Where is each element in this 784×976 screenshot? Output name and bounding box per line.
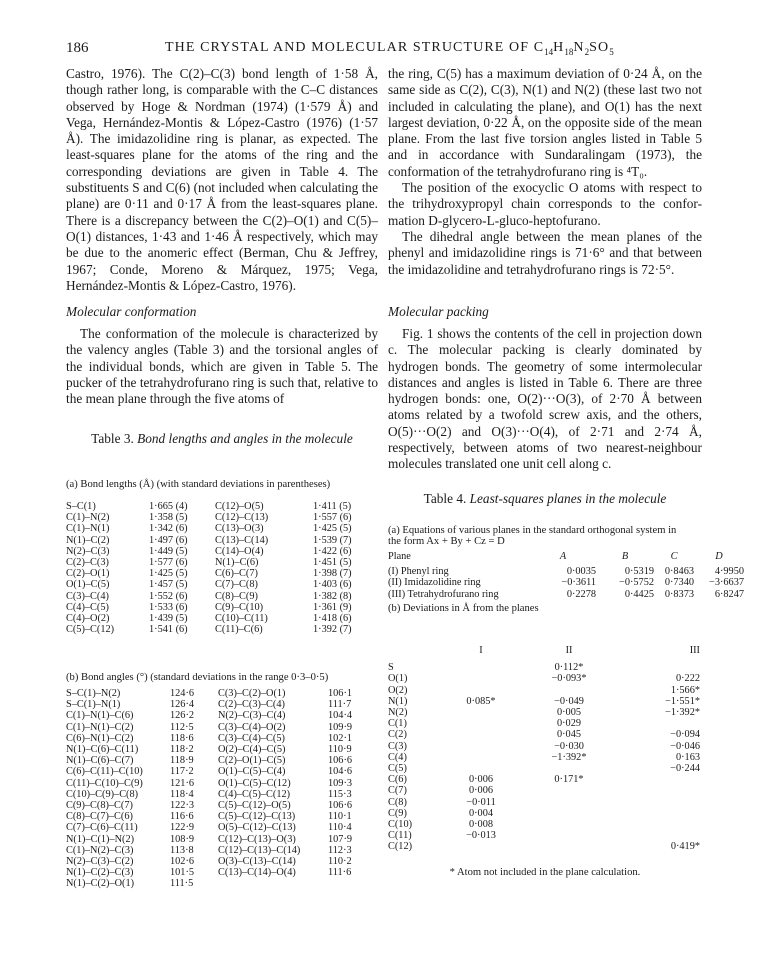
table-row bbox=[66, 856, 358, 867]
table-cell: 0·085* bbox=[466, 695, 496, 707]
table-cell: 0·006 bbox=[468, 774, 494, 786]
table-cell: C(3)–C(4)–O(2) bbox=[218, 721, 286, 733]
table-cell: 1·392 (7) bbox=[313, 624, 352, 636]
table-cell: 0·5319 bbox=[624, 566, 654, 578]
table-cell: 109·3 bbox=[328, 777, 353, 789]
plane-deviations-table bbox=[388, 645, 700, 853]
table-cell: 116·6 bbox=[170, 811, 194, 823]
table-row bbox=[66, 512, 363, 523]
table-cell: N(1)–C(1)–N(2) bbox=[66, 833, 135, 845]
table-cell: 118·2 bbox=[170, 744, 194, 756]
page-number: 186 bbox=[66, 40, 89, 56]
table-row bbox=[66, 523, 363, 534]
plane-equations-table bbox=[388, 551, 744, 600]
table-cell: 0·4425 bbox=[624, 588, 654, 600]
table-row bbox=[66, 602, 363, 613]
table-row bbox=[388, 830, 700, 841]
table-cell: C(11)–C(6) bbox=[215, 624, 263, 636]
table-cell: 1·411 (5) bbox=[313, 501, 352, 512]
table-row bbox=[66, 744, 358, 755]
bond-angles-table bbox=[66, 688, 358, 890]
paragraph: The conformation of the molecule is characterized by the valency angles (Table 3) and the torsional angles of the individual bonds, which are given in Table 5. The pucker of the tetrahydrofurano ring is such that, relative to the mean plane through the five atoms of bbox=[66, 326, 378, 407]
column-header: Plane bbox=[388, 551, 411, 562]
table-cell: −0·013 bbox=[466, 830, 496, 842]
table-cell: 0·006 bbox=[468, 785, 494, 797]
table-cell bbox=[448, 729, 514, 740]
table-cell bbox=[514, 685, 624, 696]
table-cell: C(1)–N(1) bbox=[66, 523, 110, 535]
table-row bbox=[66, 624, 363, 635]
table-cell: N(2)–C(3) bbox=[66, 545, 110, 557]
left-column-paragraph bbox=[66, 66, 378, 294]
table-cell: C(4)–C(5) bbox=[66, 601, 109, 613]
table-cell: C(13)–O(3) bbox=[215, 523, 264, 535]
section-heading-molecular-packing: Molecular packing bbox=[388, 304, 489, 319]
table-cell: 1·566* bbox=[670, 684, 700, 696]
table-cell: 1·533 (6) bbox=[149, 601, 188, 613]
table-row bbox=[66, 800, 358, 811]
table-cell bbox=[514, 830, 624, 841]
table-cell: C(7) bbox=[388, 785, 407, 797]
table-cell: 1·403 (6) bbox=[313, 579, 352, 591]
column-header: II bbox=[565, 645, 573, 656]
paragraph: the ring, C(5) has a maximum deviation of 0·24 Å, on the same side as C(2), C(3), N(1) and N(2) (these last two not included in calculating the plane), and O(1) has the next largest deviation, 0·22 Å, on the opposite side of the mean plane. From the last five torsion angles listed in Table 5 and in accordance with Sundaralingam (1973), the conformation of the tetrahydrofurano ring is ⁴T₀. bbox=[388, 66, 702, 179]
molecular-packing-text bbox=[388, 326, 702, 473]
table-cell: 113·8 bbox=[170, 844, 194, 856]
table-cell: C(2)–O(1) bbox=[66, 568, 110, 580]
table-cell: 102·1 bbox=[328, 732, 353, 744]
table-cell bbox=[624, 718, 700, 729]
table-cell: 1·382 (8) bbox=[313, 590, 352, 602]
table-row bbox=[66, 535, 363, 546]
running-title: THE CRYSTAL AND MOLECULAR STRUCTURE OF $C_{14}H_{18}N_2SO_5$ bbox=[165, 40, 614, 57]
table-cell: −0·093* bbox=[551, 673, 587, 685]
table-row bbox=[388, 774, 700, 785]
table-cell: 109·9 bbox=[328, 721, 353, 733]
table-cell: 124·6 bbox=[170, 688, 195, 699]
table-cell bbox=[624, 797, 700, 808]
table-row bbox=[388, 797, 700, 808]
table-cell: C(6)–C(11)–C(10) bbox=[66, 766, 143, 778]
table-row bbox=[388, 763, 700, 774]
table-row bbox=[66, 811, 358, 822]
table-cell: 1·425 (5) bbox=[149, 568, 188, 580]
table-row bbox=[388, 729, 700, 740]
table-cell: 112·5 bbox=[170, 721, 194, 733]
table-cell: C(10)–C(11) bbox=[215, 613, 268, 625]
table-cell: 0·8463 bbox=[664, 566, 694, 578]
table-cell: S–C(1)–N(1) bbox=[66, 699, 121, 711]
table-cell bbox=[514, 797, 624, 808]
table-cell bbox=[624, 662, 700, 673]
table-cell: 1·342 (6) bbox=[149, 523, 188, 535]
bond-lengths-table bbox=[66, 501, 363, 635]
table-row bbox=[66, 557, 363, 568]
table-cell bbox=[514, 808, 624, 819]
table-row bbox=[66, 834, 358, 845]
table-cell: 0·2278 bbox=[566, 588, 596, 600]
table-cell: 0·419* bbox=[670, 841, 700, 853]
table-cell: N(1)–C(2)–O(1) bbox=[66, 878, 135, 890]
table-cell: 0·171* bbox=[554, 774, 584, 786]
table-cell: O(1) bbox=[388, 673, 408, 685]
table-cell: C(2)–C(3)–C(4) bbox=[218, 699, 285, 711]
table-row bbox=[66, 845, 358, 856]
table-cell: C(12)–C(13)–O(3) bbox=[218, 833, 296, 845]
table-row bbox=[66, 688, 358, 699]
table-cell: 108·9 bbox=[170, 833, 195, 845]
table-cell: C(13)–C(14)–O(4) bbox=[218, 867, 296, 879]
table-cell: 110·9 bbox=[328, 744, 352, 756]
table-cell: −0·046 bbox=[670, 740, 700, 752]
table-row bbox=[388, 566, 744, 577]
table-cell: 110·1 bbox=[328, 811, 352, 823]
table-cell: 118·9 bbox=[170, 755, 194, 767]
table-cell: 0·7340 bbox=[664, 577, 694, 589]
table-row bbox=[66, 710, 358, 721]
table-cell: 0·222 bbox=[675, 673, 700, 685]
table-cell: C(1)–N(1)–C(6) bbox=[66, 710, 134, 722]
section-heading-molecular-conformation: Molecular conformation bbox=[66, 304, 197, 319]
table-4a-caption: (a) Equations of various planes in the standard orthogonal system in the form Ax + By + Cz = D bbox=[388, 525, 677, 547]
table-cell: 1·398 (7) bbox=[313, 568, 352, 580]
right-column-paragraphs bbox=[388, 66, 702, 278]
table-cell bbox=[328, 878, 358, 889]
table-cell: C(3)–C(4) bbox=[66, 590, 109, 602]
table-row bbox=[388, 752, 700, 763]
table-cell bbox=[514, 841, 624, 852]
table-cell: N(2) bbox=[388, 707, 408, 719]
table-cell bbox=[448, 741, 514, 752]
table-row bbox=[66, 766, 358, 777]
table-cell bbox=[448, 662, 514, 673]
table-cell bbox=[448, 718, 514, 729]
table-cell: C(7)–C(8) bbox=[215, 579, 258, 591]
table-cell: −1·392* bbox=[665, 707, 700, 719]
table-cell: C(5)–C(12)–O(5) bbox=[218, 800, 291, 812]
table-row bbox=[388, 785, 700, 796]
table-cell: 110·2 bbox=[328, 856, 352, 868]
table-cell: C(6)–C(7) bbox=[215, 568, 258, 580]
table-cell: 118·4 bbox=[170, 788, 194, 800]
table-cell: 0·163 bbox=[675, 751, 700, 763]
table-cell bbox=[514, 785, 624, 796]
table-cell: C(5)–C(12)–C(13) bbox=[218, 811, 296, 823]
table-cell: C(3)–C(4)–C(5) bbox=[218, 732, 285, 744]
table-cell: 1·418 (6) bbox=[313, 613, 352, 625]
paragraph: The position of the exocyclic O atoms with respect to the trihydroxypropyl chain corresponds to the confor-mation D-glycero-L-gluco-heptofurano. bbox=[388, 180, 702, 228]
table-cell bbox=[624, 808, 700, 819]
table-cell: C(1)–N(2) bbox=[66, 512, 110, 524]
table-row bbox=[66, 778, 358, 789]
table-cell: C(9)–C(8)–C(7) bbox=[66, 800, 133, 812]
table-cell: −3·6637 bbox=[709, 577, 744, 589]
table-cell: 104·6 bbox=[328, 766, 353, 778]
table-cell: 4·9950 bbox=[714, 566, 744, 578]
table-3b-caption: (b) Bond angles (°) (standard deviations in the range 0·3–0·5) bbox=[66, 672, 329, 683]
table-row bbox=[66, 789, 358, 800]
table-cell: C(11) bbox=[388, 830, 412, 842]
table-header-row bbox=[388, 645, 700, 662]
table-cell: N(1)–C(2) bbox=[66, 534, 110, 546]
table-row bbox=[388, 741, 700, 752]
table-cell: −1·551* bbox=[665, 695, 700, 707]
table-cell: 6·8247 bbox=[714, 588, 744, 600]
table-row bbox=[388, 662, 700, 673]
table-cell: 106·1 bbox=[328, 688, 353, 699]
table-cell: 101·5 bbox=[170, 867, 195, 879]
table-cell: C(3)–C(2)–O(1) bbox=[218, 688, 286, 699]
table-cell: S–C(1)–N(2) bbox=[66, 688, 121, 699]
table-cell: C(8)–C(7)–C(6) bbox=[66, 811, 133, 823]
table-cell: −0·049 bbox=[554, 695, 584, 707]
table-cell: −0·011 bbox=[466, 796, 496, 808]
table-cell: C(6) bbox=[388, 774, 407, 786]
table-cell: 1·539 (7) bbox=[313, 534, 352, 546]
table-cell: C(5) bbox=[388, 763, 407, 775]
table-cell: 112·3 bbox=[328, 844, 352, 856]
paragraph: Castro, 1976). The C(2)–C(3) bond length of 1·58 Å, though rather long, is comparable with the C–C distances observed by Hoge & Nordman (1974) (1·579 Å) and Vega, Hernández-Montis & López-Castro (1976) (1·57 Å). The imidazolidine ring is planar, as expected. The least-squares plane for the atoms of the ring and the corresponding deviations are given in Table 4. The substituents S and C(6) (not included when calculating the plane) are 0·11 and 0·17 Å from the least-squares plane. There is a discrepancy between the C(2)–O(1) and C(5)–O(1) distances, 1·43 and 1·46 Å respectively, which may be due to the anomeric effect (Berman, Chu & Jeffrey, 1967; Conde, Moreno & Márquez, 1975; Vega, Hernández-Montis & López-Castro, 1976). bbox=[66, 66, 378, 293]
table-cell: 0·005 bbox=[556, 707, 582, 719]
table-cell bbox=[448, 752, 514, 763]
table-cell: C(13)–C(14) bbox=[215, 534, 269, 546]
table-cell bbox=[448, 841, 514, 852]
table-cell: N(2)–C(3)–C(4) bbox=[218, 710, 286, 722]
table-row bbox=[388, 589, 744, 600]
table-row bbox=[388, 696, 700, 707]
table-cell: 117·2 bbox=[170, 766, 194, 778]
table-cell bbox=[218, 878, 328, 889]
table-cell: O(1)–C(5)–C(12) bbox=[218, 777, 291, 789]
table-cell: 111·6 bbox=[328, 867, 352, 879]
table-cell: N(2)–C(3)–C(2) bbox=[66, 856, 134, 868]
table-cell: S bbox=[388, 662, 394, 674]
table-row bbox=[388, 841, 700, 852]
table-cell: 1·541 (6) bbox=[149, 624, 188, 636]
table-cell: N(1)–C(2)–C(3) bbox=[66, 867, 134, 879]
table-cell: 1·557 (6) bbox=[313, 512, 352, 524]
table-row bbox=[66, 613, 363, 624]
table-cell: C(3) bbox=[388, 740, 407, 752]
table-cell: 0·112* bbox=[554, 662, 584, 674]
table-row bbox=[66, 867, 358, 878]
table-row bbox=[388, 673, 700, 684]
table-row bbox=[66, 579, 363, 590]
table-cell: C(8)–C(9) bbox=[215, 590, 258, 602]
table-cell: O(2)–C(4)–C(5) bbox=[218, 744, 286, 756]
column-header bbox=[388, 645, 448, 662]
table-cell: 0·8373 bbox=[664, 588, 694, 600]
table-cell bbox=[448, 707, 514, 718]
table-cell: N(1)–C(6)–C(11) bbox=[66, 744, 139, 756]
table-row bbox=[66, 722, 358, 733]
table-cell: 1·497 (6) bbox=[149, 534, 188, 546]
table-cell: −0·030 bbox=[554, 740, 584, 752]
table-cell: N(1) bbox=[388, 695, 408, 707]
table-row bbox=[66, 822, 358, 833]
table-cell: O(1)–C(5)–C(4) bbox=[218, 766, 286, 778]
table-cell: 1·449 (5) bbox=[149, 545, 188, 557]
paragraph: The dihedral angle between the mean planes of the phenyl and imidazolidine rings is 71·6° and that between the imidazolidine and tetrahydrofurano rings is 72·5°. bbox=[388, 228, 702, 277]
column-header: III bbox=[689, 645, 700, 656]
table-cell: 111·7 bbox=[328, 699, 352, 711]
table-cell: O(3)–C(13)–C(14) bbox=[218, 856, 296, 868]
table-cell: C(8) bbox=[388, 796, 407, 808]
table-cell: C(12) bbox=[388, 841, 413, 853]
table-cell: 121·6 bbox=[170, 777, 195, 789]
table-cell: 107·9 bbox=[328, 833, 353, 845]
table-cell: (III) Tetrahydrofurano ring bbox=[388, 588, 499, 600]
table-cell: 1·665 (4) bbox=[149, 501, 188, 512]
table-row bbox=[388, 819, 700, 830]
table-cell: 1·457 (5) bbox=[149, 579, 188, 591]
table-cell: S–C(1) bbox=[66, 501, 96, 512]
table-row bbox=[66, 501, 363, 512]
table-cell: 1·425 (5) bbox=[313, 523, 352, 535]
table-row bbox=[388, 707, 700, 718]
table-cell: C(12)–O(5) bbox=[215, 501, 264, 512]
column-header: I bbox=[479, 645, 483, 656]
table-cell: C(14)–O(4) bbox=[215, 545, 264, 557]
table-row bbox=[66, 699, 358, 710]
table-cell bbox=[624, 774, 700, 785]
table-cell: C(12)–C(13)–C(14) bbox=[218, 844, 301, 856]
column-header: A bbox=[559, 551, 567, 562]
table-cell: −0·244 bbox=[670, 763, 700, 775]
table-row bbox=[66, 878, 358, 889]
table-cell: 1·451 (5) bbox=[313, 557, 352, 569]
table-cell: C(1) bbox=[388, 718, 407, 730]
table-cell: C(9) bbox=[388, 807, 407, 819]
table-cell: 1·439 (5) bbox=[149, 613, 188, 625]
table-cell: −0·3611 bbox=[561, 577, 596, 589]
table-cell bbox=[514, 763, 624, 774]
column-header: B bbox=[621, 551, 629, 562]
table-cell bbox=[624, 830, 700, 841]
table-cell: 0·0035 bbox=[566, 566, 596, 578]
table-row bbox=[66, 733, 358, 744]
table-cell: C(12)–C(13) bbox=[215, 512, 269, 524]
table-row bbox=[388, 685, 700, 696]
table-cell: 115·3 bbox=[328, 788, 352, 800]
table-cell: C(2)–O(1)–C(5) bbox=[218, 755, 286, 767]
table-cell: C(7)–C(6)–C(11) bbox=[66, 822, 138, 834]
table-cell bbox=[448, 685, 514, 696]
table-cell: 122·3 bbox=[170, 800, 195, 812]
table-cell: −0·094 bbox=[670, 729, 700, 741]
table-4-footnote: * Atom not included in the plane calculation. bbox=[449, 867, 641, 878]
table-3a-caption: (a) Bond lengths (Å) (with standard deviations in parentheses) bbox=[66, 479, 331, 490]
table-cell: 126·4 bbox=[170, 699, 195, 711]
table-cell: 0·004 bbox=[468, 807, 494, 819]
table-row bbox=[66, 568, 363, 579]
table-cell bbox=[514, 819, 624, 830]
table-row bbox=[66, 546, 363, 557]
table-3-caption: Table 3. Bond lengths and angles in the molecule bbox=[91, 431, 353, 446]
table-cell: C(1)–N(1)–C(2) bbox=[66, 721, 134, 733]
column-header: D bbox=[715, 551, 723, 562]
table-cell: 0·008 bbox=[468, 819, 494, 831]
table-cell: C(1)–N(2)–C(3) bbox=[66, 844, 134, 856]
table-cell: 0·029 bbox=[556, 718, 582, 730]
table-cell: 1·361 (9) bbox=[313, 601, 352, 613]
table-cell: 110·4 bbox=[328, 822, 352, 834]
table-cell: 1·577 (6) bbox=[149, 557, 188, 569]
table-cell: N(1)–C(6) bbox=[215, 557, 259, 569]
table-cell: 106·6 bbox=[328, 755, 353, 767]
table-cell: 1·552 (6) bbox=[149, 590, 188, 602]
table-cell bbox=[624, 785, 700, 796]
table-cell: 1·422 (6) bbox=[313, 545, 352, 557]
table-cell: 111·5 bbox=[170, 878, 194, 890]
table-cell: C(11)–C(10)–C(9) bbox=[66, 777, 143, 789]
table-cell: C(4)–O(2) bbox=[66, 613, 110, 625]
table-cell: 104·4 bbox=[328, 710, 353, 722]
table-row bbox=[388, 577, 744, 588]
table-cell: −1·392* bbox=[551, 751, 587, 763]
table-row bbox=[66, 755, 358, 766]
table-4b-caption: (b) Deviations in Å from the planes bbox=[388, 603, 539, 614]
table-cell: O(5)–C(12)–C(13) bbox=[218, 822, 296, 834]
table-cell: 122·9 bbox=[170, 822, 195, 834]
table-cell: 126·2 bbox=[170, 710, 195, 722]
paragraph: Fig. 1 shows the contents of the cell in projection down c. The molecular packing is clearly dominated by hydrogen bonds. The geometry of some intermolecular distances and angles is listed in Table 6. There are three hydrogen bonds: one, O(2)···O(3), of 2·70 Å between atoms related by a twofold screw axis, and the others, O(5)···O(2) and O(3)···O(4), of 2·71 and 2·74 Å, respectively, between atoms of two nearest-neighbour molecules translated one unit cell along c. bbox=[388, 326, 702, 472]
table-cell: C(4) bbox=[388, 751, 407, 763]
table-row bbox=[388, 808, 700, 819]
table-4-caption: Table 4. Least-squares planes in the molecule bbox=[423, 491, 667, 506]
table-cell: C(2) bbox=[388, 729, 407, 741]
table-cell bbox=[448, 673, 514, 684]
table-cell: C(9)–C(10) bbox=[215, 601, 264, 613]
table-cell: 102·6 bbox=[170, 856, 195, 868]
column-header: C bbox=[670, 551, 678, 562]
table-cell: C(2)–C(3) bbox=[66, 557, 109, 569]
table-cell: 1·358 (5) bbox=[149, 512, 188, 524]
table-row bbox=[388, 718, 700, 729]
table-cell: O(1)–C(5) bbox=[66, 579, 110, 591]
table-cell: 118·6 bbox=[170, 732, 194, 744]
table-header-row bbox=[388, 551, 744, 566]
table-cell: O(2) bbox=[388, 684, 408, 696]
table-cell: (I) Phenyl ring bbox=[388, 566, 449, 578]
table-cell: (II) Imidazolidine ring bbox=[388, 577, 481, 589]
table-cell: C(6)–N(1)–C(2) bbox=[66, 732, 134, 744]
table-cell: C(10)–C(9)–C(8) bbox=[66, 788, 139, 800]
molecular-conformation-text bbox=[66, 326, 378, 407]
table-cell: N(1)–C(6)–C(7) bbox=[66, 755, 134, 767]
table-cell bbox=[448, 763, 514, 774]
table-cell: C(10) bbox=[388, 819, 413, 831]
table-cell bbox=[624, 819, 700, 830]
table-row bbox=[66, 591, 363, 602]
table-cell: 0·045 bbox=[556, 729, 582, 741]
table-cell: 106·6 bbox=[328, 800, 353, 812]
table-cell: C(4)–C(5)–C(12) bbox=[218, 788, 291, 800]
table-cell: −0·5752 bbox=[619, 577, 654, 589]
table-cell: C(5)–C(12) bbox=[66, 624, 115, 636]
